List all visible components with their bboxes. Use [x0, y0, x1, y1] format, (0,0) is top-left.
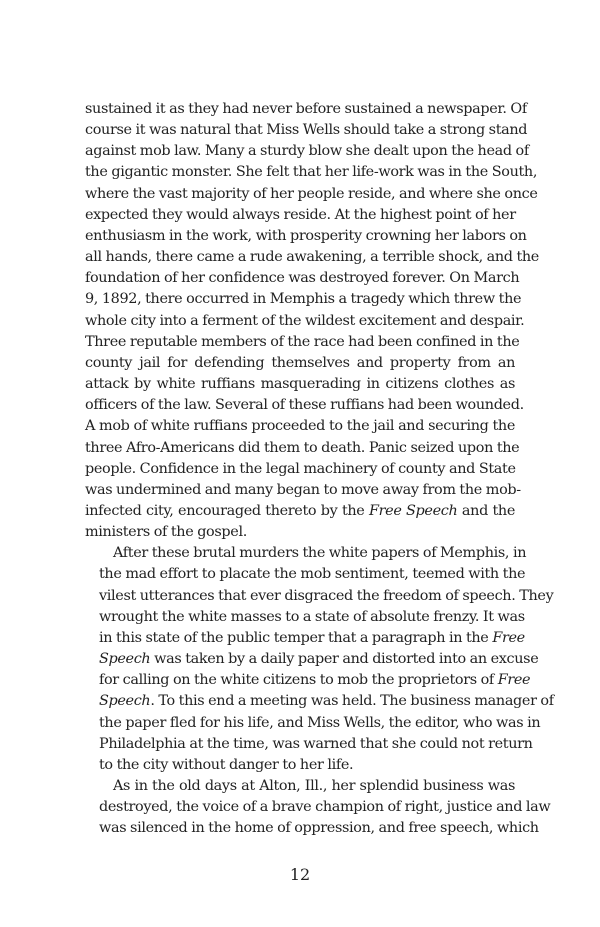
text-line: [85, 586, 554, 607]
text-run: A mob of white ruffians proceeded to the jail and securing the: [85, 418, 515, 435]
text-line: [85, 459, 515, 480]
text-run: and the: [457, 502, 515, 519]
text-line: [85, 607, 525, 628]
text-line: [85, 691, 554, 712]
text-run: county jail for defending themselves and property from an: [85, 354, 515, 371]
page-number: 12: [289, 865, 311, 884]
body-text: [85, 99, 554, 839]
text-line: [85, 564, 526, 585]
text-line: [85, 755, 515, 776]
text-run: attack by white ruffians masquerading in citizens clothes as: [85, 376, 515, 393]
text-run: the paper fled for his life, and Miss Wells, the editor, who was in: [99, 714, 541, 731]
text-line: [85, 289, 522, 310]
text-run: where the vast majority of her people reside, and where she once: [85, 185, 538, 202]
text-run: sustained it as they had never before sustained a newspaper. Of: [85, 101, 527, 117]
text-line: [85, 205, 515, 226]
text-run: against mob law. Many a sturdy blow she dealt upon the head of: [85, 143, 529, 160]
text-run: foundation of her confidence was destroyed forever. On March: [85, 270, 520, 287]
text-run: was undermined and many began to move away from the mob-: [85, 481, 521, 498]
text-run: Three reputable members of the race had been confined in the: [85, 333, 520, 350]
text-run: in this state of the public temper that a paragraph in the: [99, 629, 493, 646]
text-line: [85, 162, 538, 183]
italic-title: Speech: [99, 693, 151, 710]
text-line: [85, 311, 525, 332]
text-run: whole city into a ferment of the wildest excitement and despair.: [85, 312, 525, 329]
paragraph: [85, 543, 554, 776]
text-run: to the city without danger to her life.: [99, 756, 354, 773]
text-run: vilest utterances that ever disgraced the freedom of speech. They: [99, 587, 554, 604]
text-run: three Afro-Americans did them to death. Panic seized upon the: [85, 439, 520, 456]
text-line: [85, 501, 515, 522]
text-line: [85, 797, 551, 818]
text-run: As in the old days at Alton, Ill., her splendid business was: [113, 778, 515, 794]
text-line: [85, 628, 525, 649]
text-run: Philadelphia at the time, was warned that she could not return: [99, 735, 533, 752]
italic-title: Speech: [99, 651, 151, 668]
text-run: wrought the white masses to a state of absolute frenzy. It was: [99, 608, 525, 625]
text-run: infected city, encouraged thereto by the: [85, 502, 370, 519]
text-line: [85, 776, 515, 797]
text-line: [85, 713, 541, 734]
text-line: [85, 226, 527, 247]
text-run: . To this end a meeting was held. The business manager of: [150, 693, 554, 710]
text-line: [85, 353, 515, 374]
text-run: officers of the law. Several of these ruffians had been wounded.: [85, 397, 524, 414]
italic-title: Free: [492, 629, 525, 646]
text-line: [85, 141, 529, 162]
text-run: destroyed, the voice of a brave champion of right, justice and law: [99, 799, 551, 816]
text-run: was silenced in the home of oppression, and free speech, which: [99, 820, 539, 837]
text-run: people. Confidence in the legal machinery of county and State: [85, 460, 516, 477]
paragraph: [85, 99, 539, 543]
text-line: [85, 522, 515, 543]
text-run: was taken by a daily paper and distorted into an excuse: [150, 651, 539, 668]
text-line: [85, 649, 539, 670]
text-line: [85, 247, 539, 268]
text-line: [85, 818, 539, 839]
text-line: [85, 480, 521, 501]
text-line: [85, 395, 524, 416]
paragraph: [85, 776, 551, 839]
text-line: [85, 99, 527, 120]
text-line: [85, 734, 533, 755]
italic-title: Free: [497, 672, 531, 689]
text-run: expected they would always reside. At the highest point of her: [85, 206, 516, 223]
text-line: [85, 332, 520, 353]
text-run: the gigantic monster. She felt that her life-work was in the South,: [85, 164, 538, 181]
text-run: 9, 1892, there occurred in Memphis a tragedy which threw the: [85, 291, 522, 308]
text-line: [85, 438, 520, 459]
text-run: After these brutal murders the white papers of Memphis, in: [113, 545, 527, 562]
text-line: [85, 416, 515, 437]
text-line: [85, 670, 531, 691]
text-run: enthusiasm in the work, with prosperity crowning her labors on: [85, 227, 527, 244]
italic-title: Free Speech: [369, 502, 458, 519]
text-run: ministers of the gospel.: [85, 524, 247, 541]
text-line: [85, 184, 538, 205]
text-line: [85, 374, 515, 395]
text-line: [85, 120, 528, 141]
text-run: for calling on the white citizens to mob the proprietors of: [99, 672, 498, 689]
text-line: [85, 543, 527, 564]
text-run: all hands, there came a rude awakening, a terrible shock, and the: [85, 249, 539, 266]
text-run: course it was natural that Miss Wells should take a strong stand: [85, 122, 528, 139]
text-run: the mad effort to placate the mob sentiment, teemed with the: [99, 566, 526, 583]
text-line: [85, 268, 520, 289]
